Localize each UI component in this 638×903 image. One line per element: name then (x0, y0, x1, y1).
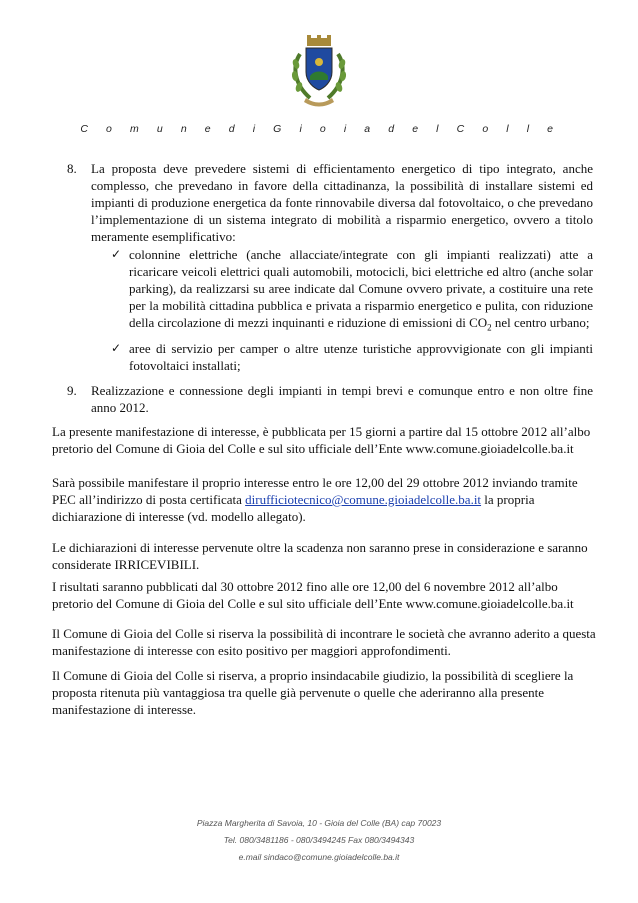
paragraph-selection: Il Comune di Gioia del Colle si riserva, a proprio insindacabile giudizio, la possibilità di scegliere la proposta ritenuta più vantaggiosa tra quelle già pervenute o quelle che aderiranno alla presente manifestazione di interesse. (52, 668, 574, 717)
item-text: La proposta deve prevedere sistemi di efficientamento energetico di tipo integrato, anche complesso, che prevedano in favore della cittadinanza, la possibilità di installare sistemi ed impianti di produzione energetica da fonte rinnovabile diversa dal fotovoltaico, o che prevedano l’implementazione di un sistema integrato di mobilità a risparmio energetico, ovvero a titolo meramente esemplificativo: (91, 161, 593, 244)
pec-email-link[interactable]: dirufficiotecnico@comune.gioiadelcolle.ba.it (245, 492, 482, 507)
bullet-item-charging-stations (111, 246, 593, 332)
footer-email: e.mail sindaco@comune.gioiadelcolle.ba.it (238, 852, 400, 862)
item-number: 8. (67, 161, 77, 176)
bullet-text: aree di servizio per camper o altre utenze turistiche approvvigionate con gli impianti fotovoltaici installati; (129, 341, 593, 373)
checkmark-icon: ✓ (111, 247, 122, 261)
bullet-text: colonnine elettriche (anche allacciate/integrate con gli impianti realizzati) atte a ricaricare veicoli elettrici quali automobili, motocicli, bici elettriche ed altro (anche solar parking), da realizzarsi su aree indicate dal Comune ovvero private, a costituire una rete per la mobilità cittadina pubblica e privata a risparmio energetico e pulita, con riduzione della circolazione di mezzi inquinanti e riduzione di emissioni di $CO_2$ nel centro urbano; (129, 247, 593, 333)
list-item-9 (67, 382, 593, 416)
paragraph-deadline: Sarà possibile manifestare il proprio interesse entro le ore 12,00 del 29 ottobre 2012 inviando tramite PEC all’indirizzo di posta certificata dirufficiotecnico@comune.gioiadelcolle.ba.it la propria dichiarazione di interesse (vd. modello allegato). (52, 475, 578, 524)
checkmark-icon: ✓ (111, 341, 122, 355)
bullet-item-service-areas (111, 340, 593, 374)
footer-address: Piazza Margherita di Savoia, 10 - Gioia del Colle (BA) cap 70023 (196, 818, 442, 828)
footer-phone: Tel. 080/3481186 - 080/3494245 Fax 080/3494343 (223, 835, 415, 845)
municipality-header: C o m u n e d i G i o i a d e l C o l l e (80, 123, 558, 135)
item-number: 9. (67, 383, 77, 398)
paragraph-results: I risultati saranno pubblicati dal 30 ottobre 2012 fino alle ore 12,00 del 6 novembre 2012 all’albo pretorio del Comune di Gioia del Colle e sul sito ufficiale dell’Ente www.comune.gioiadelcolle.ba.it (52, 579, 574, 611)
paragraph-publication: La presente manifestazione di interesse, è pubblicata per 15 giorni a partire dal 15 ottobre 2012 all’albo pretorio del Comune di Gioia del Colle e sul sito ufficiale dell’Ente www.comune.gioiadelcolle.ba.it (52, 424, 591, 456)
coat-of-arms-icon (288, 34, 350, 108)
list-item-8 (67, 160, 593, 246)
paragraph-late-submissions: Le dichiarazioni di interesse pervenute oltre la scadenza non saranno prese in considerazione e saranno considerate IRRICEVIBILI. (52, 540, 588, 572)
item-text: Realizzazione e connessione degli impianti in tempi brevi e comunque entro e non oltre fine anno 2012. (91, 383, 593, 415)
paragraph-meetings: Il Comune di Gioia del Colle si riserva la possibilità di incontrare le società che avranno aderito a questa manifestazione di interesse con esito positivo per maggiori approfondimenti. (52, 626, 596, 658)
